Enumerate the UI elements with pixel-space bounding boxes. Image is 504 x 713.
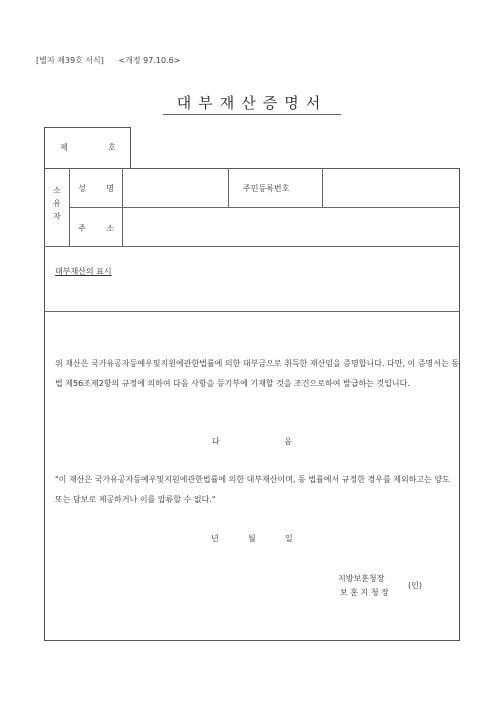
document-title: 대부재산증명서: [176, 94, 328, 112]
owner-row-divider: [69, 207, 460, 208]
number-box: [44, 127, 131, 169]
owner-section-label: 소 유 자: [53, 186, 61, 221]
certificate-form: [44, 168, 460, 641]
issuer-regional-office: 지방보훈청장: [338, 574, 385, 583]
resident-id-field[interactable]: [328, 183, 456, 195]
revision-note: <개정 97.10.6>: [118, 56, 181, 65]
issuer-branch-office: 보 훈 지 청 장: [340, 588, 389, 597]
official-seal-mark: (인): [408, 581, 422, 590]
issue-date-year: 년: [211, 534, 219, 543]
title-underline: [163, 114, 341, 115]
property-field[interactable]: [55, 282, 455, 306]
owner-section-bottom: [44, 246, 460, 247]
form-header-note: [36, 55, 180, 66]
certificate-statement: 위 재산은 국가유공자등예우및지원에관한법률에 의한 대부금으로 취득한 재산임을 증명합니다. 다만, 이 증명서는 동법 제56조제2항의 규정에 의하여 다음 사항을 등기부에 기재할 것을 조건으로하여 발급하는 것입니다.: [55, 359, 459, 388]
issue-date-day: 일: [285, 534, 293, 543]
address-field[interactable]: [128, 223, 456, 235]
name-label: 성 명: [78, 184, 114, 193]
number-label-ho: 호: [108, 143, 116, 152]
owner-label-divider: [122, 168, 123, 246]
following-label: 다 음: [212, 437, 292, 446]
number-label-je: 제: [60, 143, 68, 152]
resident-id-label: 주민등록번호: [243, 184, 290, 193]
resident-id-divider-right: [322, 168, 323, 207]
address-label: 주 소: [78, 224, 114, 233]
resident-id-divider-left: [228, 168, 229, 207]
property-label: 대부재산의 표시: [55, 267, 112, 276]
issue-date-month: 월: [248, 534, 256, 543]
name-field[interactable]: [128, 183, 224, 195]
registration-clause: "이 재산은 국가유공자등예우및지원에관한법률에 의한 대부재산이며, 동 법률에서 규정한 경우를 제외하고는 양도 또는 담보로 제공하거나 이를 압류할 수 없다.": [55, 475, 450, 504]
property-section-bottom: [44, 311, 460, 312]
form-number: [별지 제39호 서식]: [36, 56, 104, 65]
